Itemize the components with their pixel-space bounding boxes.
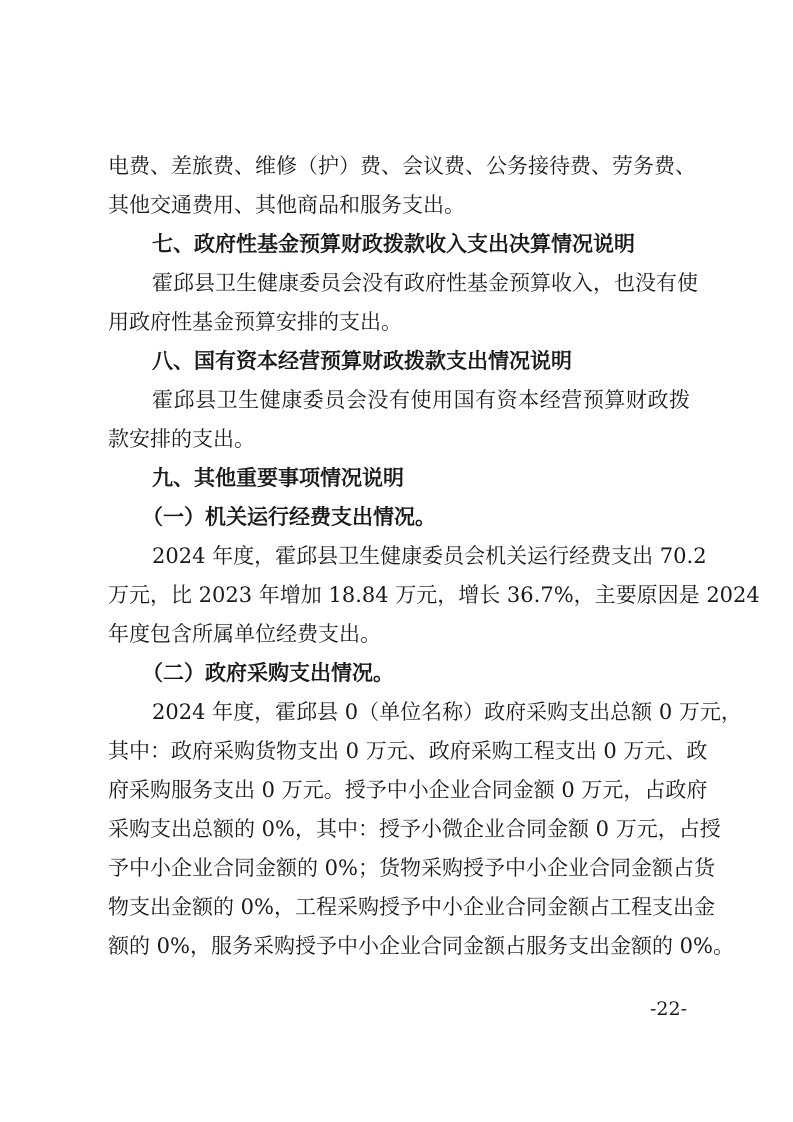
- subsection-heading-1: （一）机关运行经费支出情况。: [142, 505, 436, 529]
- paragraph-line: 万元，比 2023 年增加 18.84 万元，增长 36.7%，主要原因是 2024: [108, 583, 760, 607]
- paragraph-line: 霍邱县卫生健康委员会没有使用国有资本经营预算财政拨: [152, 388, 690, 412]
- paragraph-line: 额的 0%，服务采购授予中小企业合同金额占服务支出金额的 0%。: [108, 934, 734, 958]
- paragraph-line: 其他交通费用、其他商品和服务支出。: [108, 193, 465, 217]
- section-heading-8: 八、国有资本经营预算财政拨款支出情况说明: [152, 349, 572, 373]
- paragraph-line: 予中小企业合同金额的 0%；货物采购授予中小企业合同金额占货: [108, 856, 715, 880]
- subsection-heading-2: （二）政府采购支出情况。: [142, 661, 394, 685]
- paragraph-line: 2024 年度，霍邱县卫生健康委员会机关运行经费支出 70.2: [152, 544, 707, 568]
- paragraph-line: 霍邱县卫生健康委员会没有政府性基金预算收入，也没有使: [152, 271, 698, 295]
- paragraph-line: 2024 年度，霍邱县 0（单位名称）政府采购支出总额 0 万元，: [152, 700, 742, 724]
- section-heading-9: 九、其他重要事项情况说明: [152, 466, 404, 490]
- paragraph-line: 物支出金额的 0%，工程采购授予中小企业合同金额占工程支出金: [108, 895, 715, 919]
- paragraph-line: 款安排的支出。: [108, 427, 255, 451]
- paragraph-line: 其中：政府采购货物支出 0 万元、政府采购工程支出 0 万元、政: [108, 739, 708, 763]
- paragraph-line: 电费、差旅费、维修（护）费、会议费、公务接待费、劳务费、: [108, 154, 696, 178]
- paragraph-line: 府采购服务支出 0 万元。授予中小企业合同金额 0 万元，占政府: [108, 778, 708, 802]
- document-body: [108, 147, 760, 966]
- paragraph-line: 用政府性基金预算安排的支出。: [108, 310, 402, 334]
- page-number: -22-: [650, 998, 688, 1020]
- paragraph-line: 年度包含所属单位经费支出。: [108, 622, 381, 646]
- paragraph-line: 采购支出总额的 0%，其中：授予小微企业合同金额 0 万元，占授: [108, 817, 721, 841]
- section-heading-7: 七、政府性基金预算财政拨款收入支出决算情况说明: [152, 232, 635, 256]
